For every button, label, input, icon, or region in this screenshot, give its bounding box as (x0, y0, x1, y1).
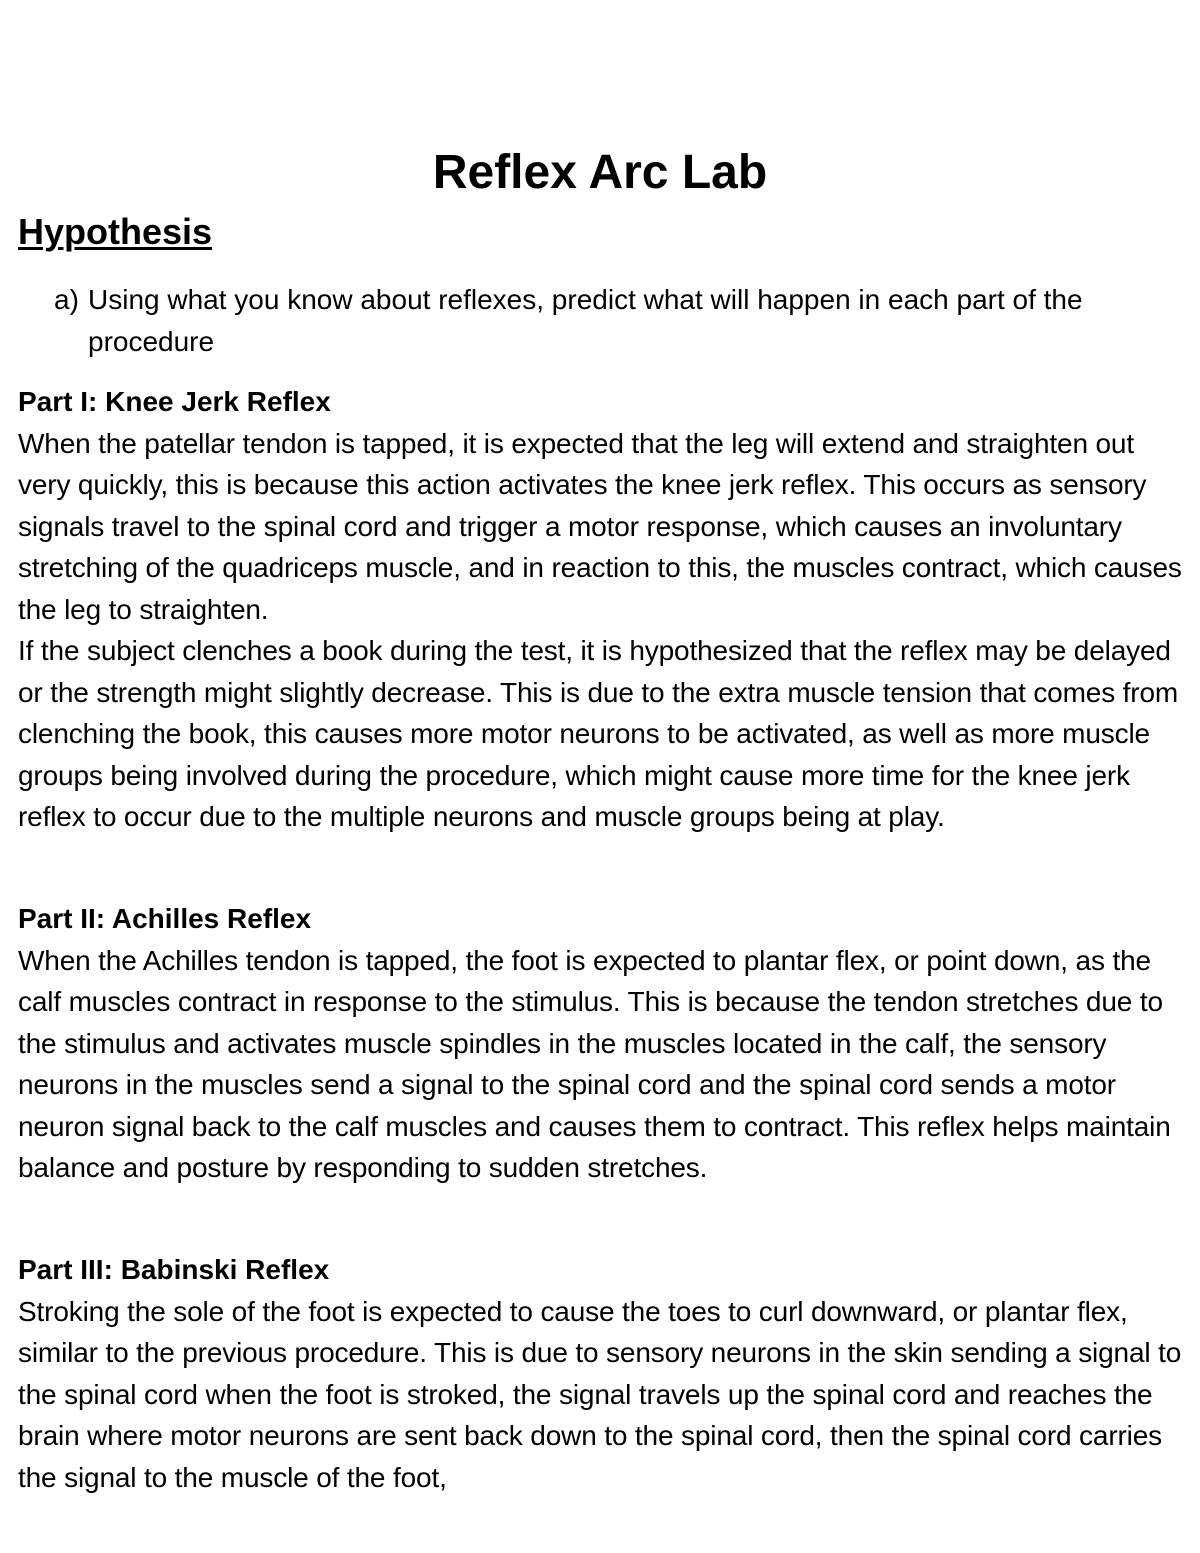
part-knee-jerk-reflex (18, 381, 1188, 838)
paragraph: Stroking the sole of the foot is expected to cause the toes to curl downward, or plantar flex, similar to the previous procedure. This is due to sensory neurons in the skin sending a signal to the spinal cord when the foot is stroked, the signal travels up the spinal cord and reaches the brain where motor neurons are sent back down to the spinal cord, then the spinal cord carries the signal to the muscle of the foot, (18, 1295, 1182, 1493)
hypothesis-list-item (54, 279, 1184, 362)
list-item-text: Using what you know about reflexes, predict what will happen in each part of the procedure (88, 284, 1083, 357)
paragraph: If the subject clenches a book during the test, it is hypothesized that the reflex may be delayed or the strength might slightly decrease. This is due to the extra muscle tension that comes from clenching the book, this causes more motor neurons to be activated, as well as more muscle groups being involved during the procedure, which might cause more time for the knee jerk reflex to occur due to the multiple neurons and muscle groups being at play. (18, 635, 1179, 832)
paragraph: When the Achilles tendon is tapped, the foot is expected to plantar flex, or point down, as the calf muscles contract in response to the stimulus. This is because the tendon stretches due to the stimulus and activates muscle spindles in the muscles located in the calf, the sensory neurons in the muscles send a signal to the spinal cord and the spinal cord sends a motor neuron signal back to the calf muscles and causes them to contract. This reflex helps maintain balance and posture by responding to sudden stretches. (18, 944, 1171, 1183)
part-heading: Part I: Knee Jerk Reflex (18, 386, 331, 417)
list-marker: a) (54, 284, 79, 315)
page-title: Reflex Arc Lab (432, 146, 768, 199)
part-heading: Part II: Achilles Reflex (18, 903, 312, 934)
part-babinski-reflex (18, 1249, 1188, 1498)
hypothesis-heading: Hypothesis (18, 211, 213, 252)
part-achilles-reflex (18, 898, 1188, 1189)
part-heading: Part III: Babinski Reflex (18, 1254, 330, 1285)
paragraph: When the patellar tendon is tapped, it is expected that the leg will extend and straighten out very quickly, this is because this action activates the knee jerk reflex. This occurs as sensory signals travel to the spinal cord and trigger a motor response, which causes an involuntary stretching of the quadriceps muscle, and in reaction to this, the muscles contract, which causes the leg to straighten. (18, 427, 1182, 625)
